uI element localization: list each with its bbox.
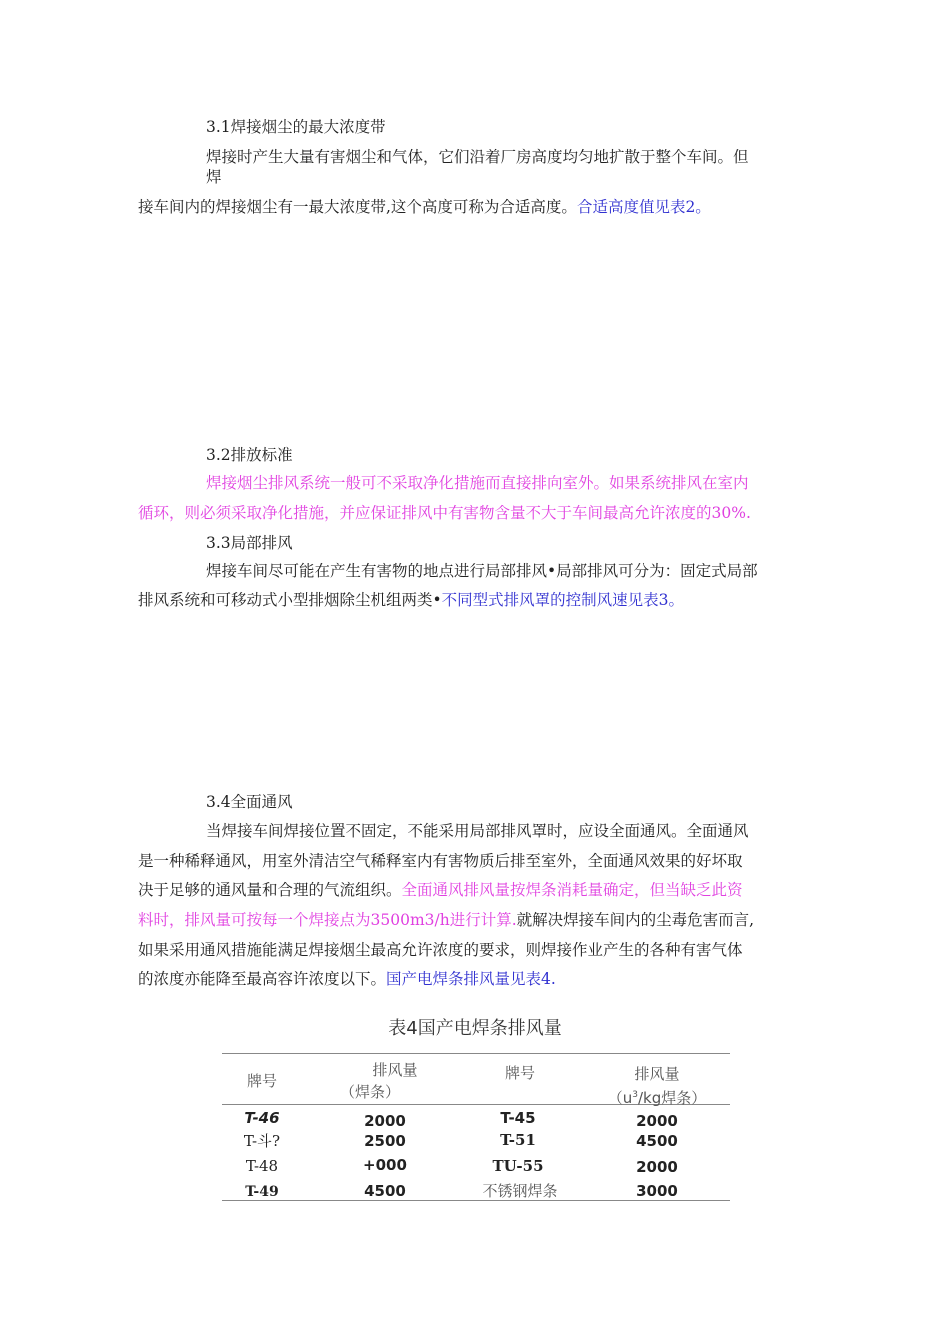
section-3-4-line [138, 909, 818, 931]
table-reference-link: 不同型式排风罩的控制风速见表3。 [441, 591, 685, 609]
row-brand: T-46 [244, 1109, 280, 1127]
unit-superscript: 3 [632, 1090, 638, 1100]
header-brand: 牌号 [246, 1072, 277, 1090]
section-3-1-line: 焊 [206, 168, 222, 186]
header-exhaust-volume-2: 排风量 [634, 1065, 680, 1083]
section-3-3-line [138, 589, 818, 611]
table-title: 表4国产电焊条排风量 [388, 1018, 562, 1039]
row-brand-2: T-51 [500, 1131, 536, 1149]
header-exhaust-unit-2 [592, 1086, 722, 1107]
section-3-1-line [138, 196, 818, 218]
section-3-4-line: 是一种稀释通风，用室外清洁空气稀释室内有害物质后排至室外，全面通风效果的好坏取 [138, 852, 743, 870]
row-brand: T-48 [245, 1157, 279, 1175]
table-reference-link: 国产电焊条排风量见表4. [386, 970, 556, 988]
section-3-2-line: 循环，则必须采取净化措施，并应保证排风中有害物含量不大于车间最高允许浓度的30%. [138, 504, 751, 522]
section-3-3-heading: 3.3局部排风 [206, 534, 293, 552]
header-exhaust-volume: 排风量 [372, 1061, 418, 1079]
body-text: 就解决焊接车间内的尘毒危害而言, [516, 911, 755, 929]
section-3-4-heading: 3.4全面通风 [206, 793, 293, 811]
header-brand-2: 牌号 [504, 1064, 535, 1082]
section-3-4-line [138, 879, 818, 901]
section-3-1-line: 焊接时产生大量有害烟尘和气体，它们沿着厂房高度均匀地扩散于整个车间。但 [206, 148, 749, 166]
body-text: 接车间内的焊接烟尘有一最大浓度带,这个高度可称为合适高度。 [138, 198, 577, 216]
row-brand: T-斗? [243, 1132, 281, 1150]
row-exhaust-2: 4500 [636, 1132, 678, 1150]
section-3-4-line [138, 968, 818, 990]
highlighted-text: 料时，排风量可按每一个焊接点为3500m3/h进行计算. [138, 911, 517, 929]
row-brand-2: TU-55 [492, 1157, 544, 1175]
row-brand-2: 不锈钢焊条 [482, 1182, 558, 1200]
section-3-2-heading: 3.2排放标准 [206, 446, 293, 464]
section-3-3-line: 焊接车间尽可能在产生有害物的地点进行局部排风•局部排风可分为：固定式局部 [206, 562, 758, 580]
row-exhaust: 2000 [364, 1112, 406, 1130]
row-exhaust-2: 2000 [636, 1158, 678, 1176]
row-brand-2: T-45 [500, 1109, 536, 1127]
table-top-rule [222, 1053, 730, 1054]
row-brand: T-49 [245, 1184, 279, 1200]
row-exhaust-2: 3000 [636, 1182, 678, 1200]
body-text: 的浓度亦能降至最高容许浓度以下。 [138, 970, 387, 988]
row-exhaust: 4500 [364, 1182, 406, 1200]
row-exhaust: 2500 [364, 1132, 406, 1150]
unit-suffix: /kg焊条） [637, 1089, 707, 1107]
row-exhaust-2: 2000 [636, 1112, 678, 1130]
header-exhaust-unit: （焊条） [339, 1083, 400, 1101]
table-reference-link: 合适高度值见表2。 [576, 198, 711, 216]
body-text: 排风系统和可移动式小型排烟除尘机组两类• [138, 591, 442, 609]
row-exhaust: +000 [363, 1156, 407, 1174]
unit-prefix: （u [607, 1089, 633, 1107]
highlighted-text: 全面通风排风量按焊条消耗量确定，但当缺乏此资 [401, 881, 743, 899]
section-3-4-line: 如果采用通风措施能满足焊接烟尘最高允许浓度的要求，则焊接作业产生的各种有害气体 [138, 941, 743, 959]
section-3-2-line: 焊接烟尘排风系统一般可不采取净化措施而直接排向室外。如果系统排风在室内 [206, 474, 749, 492]
body-text: 决于足够的通风量和合理的气流组织。 [138, 881, 402, 899]
section-3-1-heading: 3.1焊接烟尘的最大浓度带 [206, 118, 386, 136]
section-3-4-line: 当焊接车间焊接位置不固定，不能采用局部排风罩时，应设全面通风。全面通风 [206, 822, 749, 840]
